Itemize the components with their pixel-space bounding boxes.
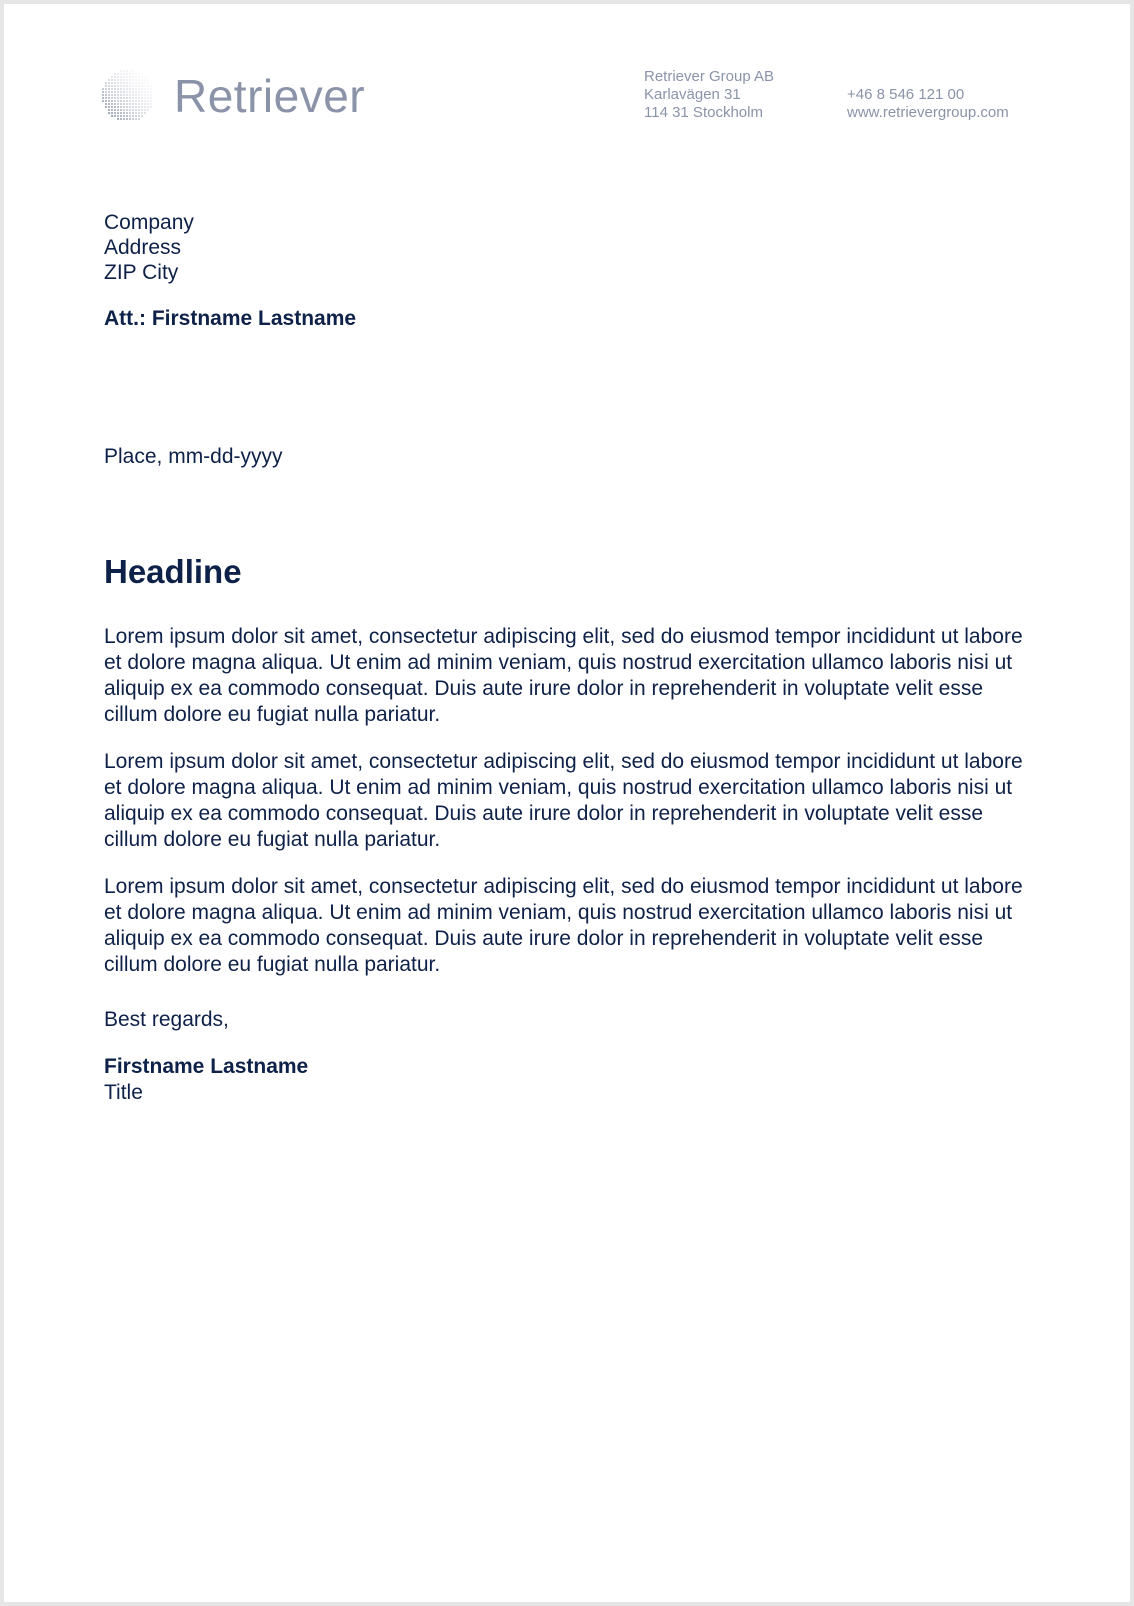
paragraph[interactable]: Lorem ipsum dolor sit amet, consectetur adipiscing elit, sed do eiusmod tempor incididunt ut labore et dolore magna aliqua. Ut enim ad minim veniam, quis nostrud exercitation ullamco laboris nisi ut aliquip ex ea commodo consequat. Duis aute irure dolor in reprehenderit in voluptate velit esse cillum dolore eu fugiat nulla pariatur. xyxy=(104,750,1023,851)
signature-name[interactable]: Firstname Lastname xyxy=(104,1055,309,1078)
paragraph[interactable]: Lorem ipsum dolor sit amet, consectetur adipiscing elit, sed do eiusmod tempor incididunt ut labore et dolore magna aliqua. Ut enim ad minim veniam, quis nostrud exercitation ullamco laboris nisi ut aliquip ex ea commodo consequat. Duis aute irure dolor in reprehenderit in voluptate velit esse cillum dolore eu fugiat nulla pariatur. xyxy=(104,625,1023,726)
company-logo xyxy=(100,68,365,124)
contact-city: 114 31 Stockholm xyxy=(644,104,763,121)
headline[interactable]: Headline xyxy=(104,553,242,590)
dotted-globe-icon xyxy=(100,68,156,124)
body-paragraphs xyxy=(104,624,1034,999)
recipient-zip-city: ZIP City xyxy=(104,261,179,284)
attention-line[interactable]: Att.: Firstname Lastname xyxy=(104,307,357,330)
recipient-address[interactable] xyxy=(104,210,194,285)
recipient-address-line: Address xyxy=(104,236,182,259)
recipient-company: Company xyxy=(104,211,194,234)
signature-title[interactable]: Title xyxy=(104,1081,143,1104)
contact-web: www.retrievergroup.com xyxy=(847,104,1009,121)
paragraph[interactable]: Lorem ipsum dolor sit amet, consectetur adipiscing elit, sed do eiusmod tempor incididunt ut labore et dolore magna aliqua. Ut enim ad minim veniam, quis nostrud exercitation ullamco laboris nisi ut aliquip ex ea commodo consequat. Duis aute irure dolor in reprehenderit in voluptate velit esse cillum dolore eu fugiat nulla pariatur. xyxy=(104,875,1023,976)
contact-street: Karlavägen 31 xyxy=(644,86,741,103)
closing[interactable]: Best regards, xyxy=(104,1008,229,1031)
contact-company: Retriever Group AB xyxy=(644,68,775,85)
contact-phone-web-block xyxy=(847,86,1009,122)
contact-address-block xyxy=(644,68,774,122)
letter-page xyxy=(4,4,1130,1602)
logo-text: Retriever xyxy=(174,70,366,122)
date-line[interactable]: Place, mm-dd-yyyy xyxy=(104,445,283,468)
contact-phone: +46 8 546 121 00 xyxy=(847,86,965,103)
